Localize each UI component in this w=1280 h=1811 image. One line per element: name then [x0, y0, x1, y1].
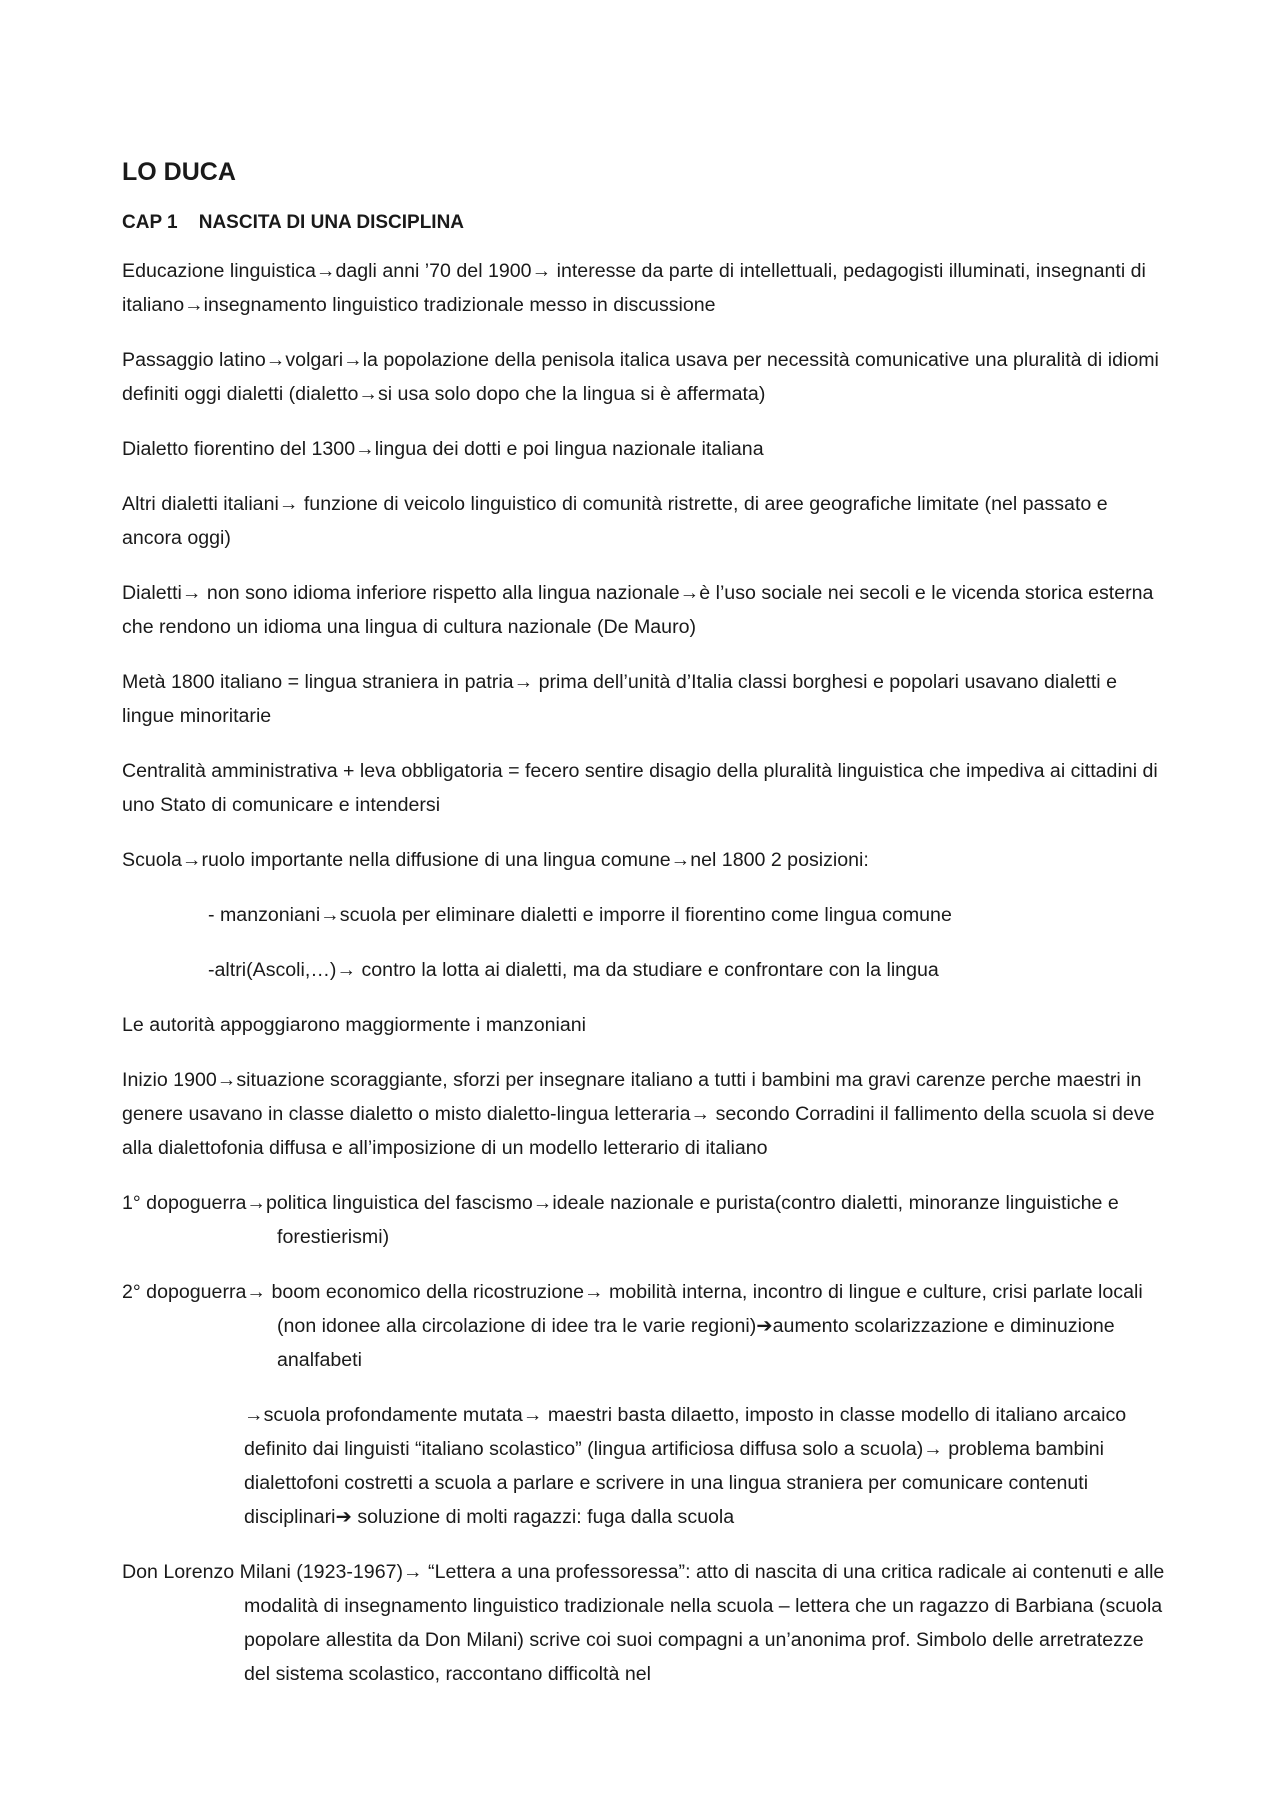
paragraph-altri-dialetti: Altri dialetti italiani→ funzione di veicolo linguistico di comunità ristrette, di aree geografiche limitate (nel passato e ancora oggi) [122, 493, 1108, 549]
paragraph-educazione: Educazione linguistica→dagli anni ’70 del 1900→ interesse da parte di intellettuali, pedagogisti illuminati, insegnanti di italiano→insegnamento linguistico tradizionale messo in discussione [122, 260, 1146, 316]
paragraph-dialetti: Dialetti→ non sono idioma inferiore rispetto alla lingua nazionale→è l’uso sociale nei secoli e le vicenda storica esterna che rendono un idioma una lingua di cultura nazionale (De Mauro) [122, 582, 1154, 638]
paragraph-secondo-dopoguerra: 2° dopoguerra→ boom economico della ricostruzione→ mobilità interna, incontro di lingue e culture, crisi parlate locali (non idonee alla circolazione di idee tra le varie regioni)➔aumento scolarizzazione e diminuzione analfabeti [122, 1281, 1143, 1371]
paragraph-primo-dopoguerra: 1° dopoguerra→politica linguistica del fascismo→ideale nazionale e purista(contro dialetti, minoranze linguistiche e forestierismi) [122, 1192, 1119, 1248]
paragraph-meta-1800: Metà 1800 italiano = lingua straniera in patria→ prima dell’unità d’Italia classi borghesi e popolari usavano dialetti e lingue minoritarie [122, 671, 1117, 727]
chapter-heading: CAP 1 NASCITA DI UNA DISCIPLINA [122, 212, 465, 233]
paragraph-scuola-mutata: →scuola profondamente mutata→ maestri basta dilaetto, imposto in classe modello di italiano arcaico definito dai linguisti “italiano scolastico” (lingua artificiosa diffusa solo a scuola)→ problema bambini dialettofoni costretti a scuola a parlare e scrivere in una lingua straniera per comunicare contenuti disciplinari➔ soluzione di molti ragazzi: fuga dalla scuola [244, 1404, 1127, 1528]
paragraph-fiorentino: Dialetto fiorentino del 1300→lingua dei dotti e poi lingua nazionale italiana [122, 438, 764, 460]
document-title: LO DUCA [122, 158, 236, 186]
paragraph-autorita: Le autorità appoggiarono maggiormente i manzoniani [122, 1014, 587, 1036]
paragraph-passaggio: Passaggio latino→volgari→la popolazione della penisola italica usava per necessità comunicative una pluralità di idiomi definiti oggi dialetti (dialetto→si usa solo dopo che la lingua si è affermata) [122, 349, 1159, 405]
paragraph-centralita: Centralità amministrativa + leva obbligatoria = fecero sentire disagio della pluralità linguistica che impediva ai cittadini di uno Stato di comunicare e intendersi [122, 760, 1158, 816]
paragraph-scuola: Scuola→ruolo importante nella diffusione di una lingua comune→nel 1800 2 posizioni: [122, 849, 869, 871]
paragraph-don-milani: Don Lorenzo Milani (1923-1967)→ “Lettera a una professoressa”: atto di nascita di una critica radicale ai contenuti e alle modalità di insegnamento linguistico tradizionale nella scuola – lettera che un ragazzo di Barbiana (scuola popolare allestita da Don Milani) scrive coi suoi compagni a un’anonima prof. Simbolo delle arretratezze del sistema scolastico, raccontano difficoltà nel [122, 1561, 1165, 1685]
paragraph-inizio-1900: Inizio 1900→situazione scoraggiante, sforzi per insegnare italiano a tutti i bambini ma gravi carenze perche maestri in genere usavano in classe dialetto o misto dialetto-lingua letteraria→ secondo Corradini il fallimento della scuola si deve alla dialettofonia diffusa e all’imposizione di un modello letterario di italiano [122, 1069, 1155, 1159]
list-item-manzoniani: - manzoniani→scuola per eliminare dialetti e imporre il fiorentino come lingua comune [208, 904, 952, 926]
list-item-altri: -altri(Ascoli,…)→ contro la lotta ai dialetti, ma da studiare e confrontare con la lingua [208, 959, 939, 981]
